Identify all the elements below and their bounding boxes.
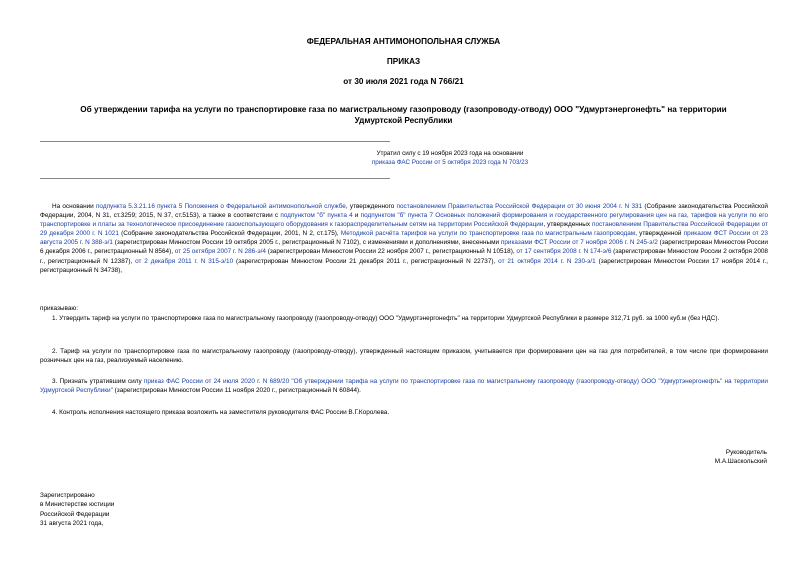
- legal-reference-link[interactable]: от 2 декабря 2011 г. N 315-э/10: [135, 257, 234, 265]
- body-text: На основании: [52, 203, 96, 210]
- preamble-paragraph: [40, 202, 768, 275]
- legal-reference-link[interactable]: подпунктом "б" пункта 4: [280, 212, 353, 220]
- body-text: (Собрание законодательства Российской Федерации, 2001, N 2, ст.175),: [118, 230, 341, 238]
- orders-keyword: приказываю:: [40, 305, 78, 312]
- repeal-order-link[interactable]: приказа ФАС России от 5 октября 2023 года N 703/23: [371, 159, 529, 167]
- registration-line-2: в Министерстве юстиции: [40, 501, 115, 509]
- status-note: [315, 149, 585, 168]
- registration-line-4: 31 августа 2021 года,: [40, 519, 104, 527]
- document-title: [40, 104, 767, 127]
- body-text: , утвержденного: [345, 203, 397, 210]
- status-note-text: Утратил силу с 19 ноября 2023 года на основании: [376, 150, 524, 157]
- signature-role: Руководитель: [725, 449, 767, 456]
- document-type: ПРИКАЗ: [386, 57, 421, 66]
- legal-reference-link[interactable]: от 25 октября 2007 г. N 286-э/4: [174, 248, 266, 256]
- body-text: 3. Признать утратившим силу: [52, 378, 144, 385]
- item-4: 4. Контроль исполнения настоящего приказа возложить на заместителя руководителя ФАС России В.Г.Королева.: [52, 409, 390, 416]
- item-3: [40, 377, 768, 395]
- registration-line-3: Российской Федерации: [40, 510, 110, 518]
- divider-top: [40, 141, 390, 142]
- legal-reference-link[interactable]: подпункта 5.3.21.16 пункта 5 Положения о Федеральной антимонопольной службе: [95, 203, 346, 210]
- body-text: (Собрание законодательства Российской Федерации, 2004, N 31, ст.3259; 2015, N 37, ст.5153), а также в соответствии с: [40, 203, 768, 220]
- body-text: (зарегистрирован Минюстом России 11 ноября 2020 г., регистрационный N 60844).: [112, 387, 361, 395]
- item-1: 1. Утвердить тариф на услуги по транспортировке газа по магистральному газопроводу (газопроводу-отводу) ООО "Удмуртэнергонефть" на территории Удмуртской Республики в размере 312,71 руб. за 1000 куб.м (без НДС).: [52, 315, 720, 322]
- legal-reference-link[interactable]: постановлением Правительства Российской Федерации от 29 декабря 2000 г. N 1021: [40, 221, 768, 238]
- body-text: (зарегистрирован Минюстом России 2 октября 2008 г., регистрационный N 12387),: [40, 248, 768, 265]
- signature-block: [715, 448, 767, 467]
- registration-block: [40, 491, 114, 528]
- body-text: (зарегистрирован Минюстом России 17 ноября 2014 г., регистрационный N 34738),: [40, 257, 768, 274]
- legal-reference-link[interactable]: от 21 октября 2014 г. N 230-э/1: [498, 257, 596, 265]
- legal-reference-link[interactable]: приказами ФСТ России от 7 ноября 2006 г. N 245-э/2: [500, 239, 658, 247]
- item-2: 2. Тариф на услуги по транспортировке газа по магистральному газопроводу (газопроводу-отводу), утвержденный настоящим приказом, учитывается при формировании цен на газ для потребителей, в том числе при формировании розничных цен на газ, реализуемый населению.: [40, 348, 768, 365]
- registration-line-1: Зарегистрировано: [40, 492, 95, 499]
- legal-reference-link[interactable]: от 17 сентября 2008 г. N 174-э/6: [516, 248, 612, 256]
- body-text: (зарегистрирован Минюстом России 21 декабря 2011 г., регистрационный N 22737),: [233, 257, 499, 265]
- body-text: (зарегистрирован Минюстом России 19 октября 2005 г., регистрационный N 7102), с изменениями и дополнениями, внесенными: [112, 239, 501, 247]
- document-date-number: от 30 июля 2021 года N 766/21: [343, 77, 464, 86]
- legal-reference-link[interactable]: подпунктом "б" пункта 7 Основных положений формирования и государственного регулирования цен на газ, тарифов на услуги по его транспортировке и платы за технологическое присоединение газоиспользующего оборудования к газораспределительным сетям на территории Российской Федерации: [40, 212, 769, 229]
- body-text: (зарегистрирован Минюстом России 22 ноября 2007 г., регистрационный N 10518),: [265, 248, 517, 256]
- divider-bottom: [40, 178, 390, 179]
- legal-reference-link[interactable]: постановлением Правительства Российской Федерации от 30 июня 2004 г. N 331: [396, 203, 643, 210]
- legal-reference-link[interactable]: приказ ФАС России от 24 июля 2020 г. N 689/20 "Об утверждении тарифа на услуги по транспортировке газа по магистральному газопроводу (газопроводу-отводу) ООО "Удмуртэнергонефть" на территории Удмуртской Республики": [40, 378, 768, 395]
- legal-reference-link[interactable]: приказом ФСТ России от 23 августа 2005 г. N 388-э/1: [40, 230, 768, 247]
- signature-name: М.А.Шаскольский: [714, 458, 767, 466]
- body-text: и: [352, 212, 361, 220]
- body-text: , утвержденных: [543, 221, 593, 229]
- legal-reference-link[interactable]: Методикой расчёта тарифов на услуги по транспортировке газа по магистральным газопроводам: [340, 230, 636, 238]
- body-text: , утвержденной: [635, 230, 684, 238]
- agency-name: ФЕДЕРАЛЬНАЯ АНТИМОНОПОЛЬНАЯ СЛУЖБА: [306, 37, 501, 46]
- title-line-2: Удмуртской Республики: [354, 116, 453, 126]
- title-line-1: Об утверждении тарифа на услуги по транспортировке газа по магистральному газопроводу (газопроводу-отводу) ООО "Удмуртэнергонефть" на территории: [80, 105, 727, 114]
- body-text: (зарегистрирован Минюстом России 6 декабря 2006 г., регистрационный N 8564),: [40, 239, 768, 256]
